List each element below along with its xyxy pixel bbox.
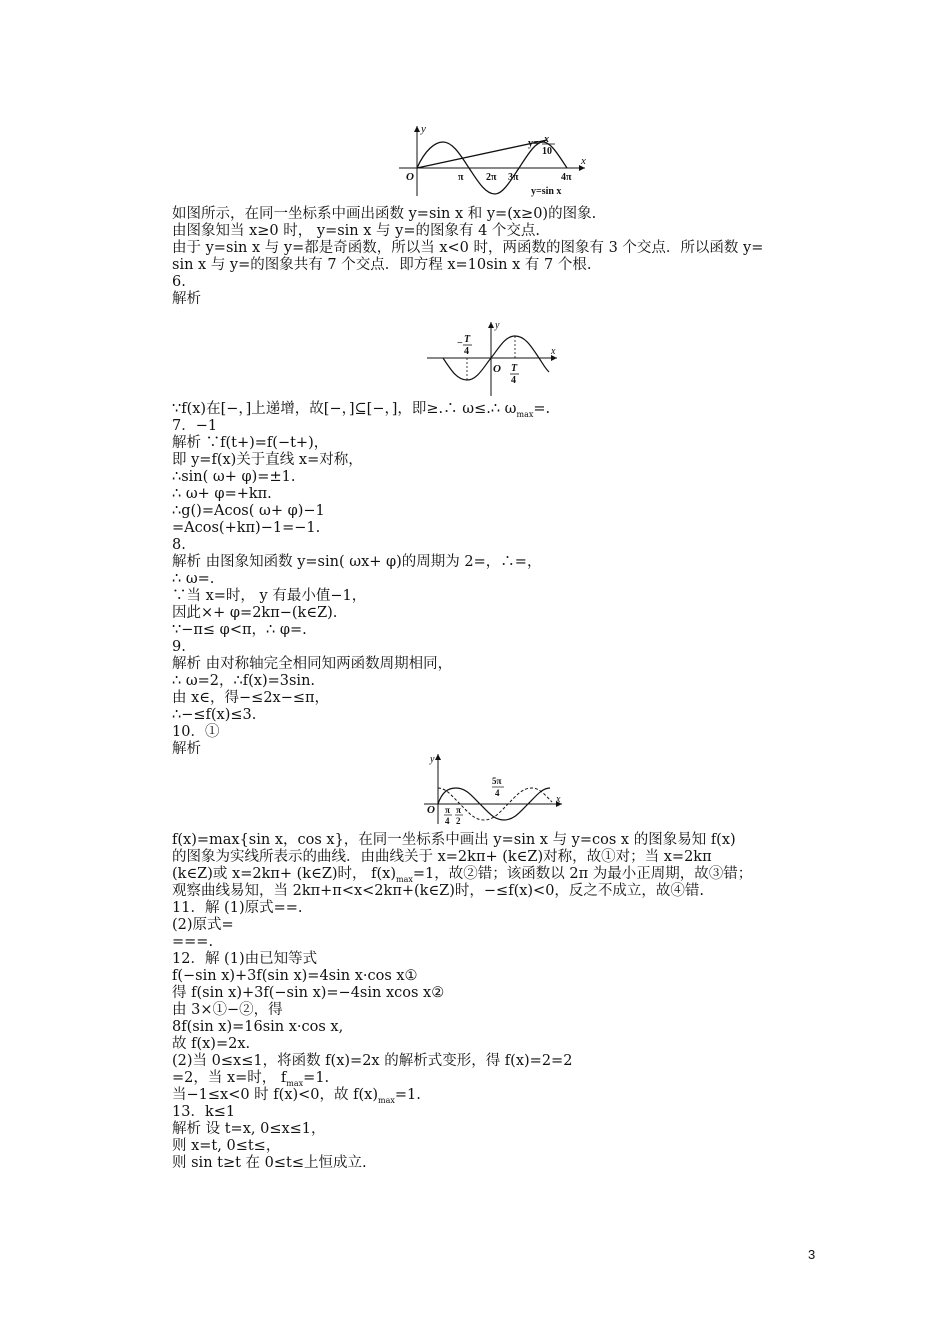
subscript: max xyxy=(516,409,534,419)
line-main: (k∈Z)或 x=2kπ+ (k∈Z)时， f(x) xyxy=(172,866,397,882)
text-line: ∵−π≤ φ<π，∴ φ=. xyxy=(172,622,307,638)
text-line: ∴ ω=2，∴f(x)=3sin. xyxy=(172,673,316,689)
text-line: ===. xyxy=(172,934,214,950)
subscript: max xyxy=(378,1095,395,1105)
y-axis-label: y xyxy=(495,320,500,331)
text-line: 解析 由图象知函数 y=sin( ωx+ φ)的周期为 2=，∴=， xyxy=(172,554,542,570)
text-line: 故 f(x)=2x. xyxy=(172,1036,251,1052)
line-main: 当−1≤x<0 时 f(x)<0，故 f(x) xyxy=(172,1087,378,1103)
y-axis-label: y xyxy=(430,754,435,765)
tick-pi2-den: 2 xyxy=(456,816,461,826)
text-line: 即 y=f(x)关于直线 x=对称， xyxy=(172,452,363,468)
text-line: ∴g()=Acos( ω+ φ)−1 xyxy=(172,503,325,519)
x-axis-label: x xyxy=(581,155,586,167)
text-line: 6. xyxy=(172,274,186,290)
line-tail: =. xyxy=(533,401,551,417)
text-line: 得 f(sin x)+3f(−sin x)=−4sin xcos x② xyxy=(172,985,445,1001)
y-axis-label: y xyxy=(421,123,426,135)
tick-4pi: 4π xyxy=(561,172,572,183)
tick-pi4-num: π xyxy=(445,805,450,815)
text-line: 观察曲线易知，当 2kπ+π<x<2kπ+(k∈Z)时，−≤f(x)<0，反之不成立，故④错. xyxy=(172,883,705,899)
text-line: 8. xyxy=(172,537,186,553)
line-frac-den: 10 xyxy=(542,146,552,157)
figure-sine-period xyxy=(425,318,565,398)
text-line: 的图象为实线所表示的曲线．由曲线关于 x=2kπ+ (k∈Z)对称，故①对；当 x=2kπ xyxy=(172,849,712,865)
text-line: 7．−1 xyxy=(172,418,218,434)
neg-t-num: T xyxy=(464,334,471,345)
text-line: 12．解 (1)由已知等式 xyxy=(172,951,318,967)
line-main: ∵f(x)在[−，]上递增，故[−，]⊆[−，]，即≥.∴ ω≤.∴ ω xyxy=(172,401,517,417)
text-line: 解析 设 t=x, 0≤x≤1， xyxy=(172,1121,326,1137)
text-line: (2)原式= xyxy=(172,917,234,933)
tick-pi: π xyxy=(458,172,464,183)
tick-3pi: 3π xyxy=(508,172,519,183)
sin-label: y=sin x xyxy=(531,186,562,197)
tick-2pi: 2π xyxy=(486,172,497,183)
origin-label: O xyxy=(406,171,414,183)
text-line: (2)当 0≤x≤1，将函数 f(x)=2x 的解析式变形，得 f(x)=2=2 xyxy=(172,1053,573,1069)
text-line: 8f(sin x)=16sin x·cos x, xyxy=(172,1019,344,1035)
subscript: max xyxy=(286,1078,304,1088)
subscript: max xyxy=(396,874,413,884)
figure-sin-and-line xyxy=(395,120,595,200)
text-line: ∴ ω=. xyxy=(172,571,215,587)
text-line: f(x)=max{sin x，cos x}，在同一坐标系中画出 y=sin x 与 y=cos x 的图象易知 f(x) xyxy=(172,832,736,848)
text-line: 因此×+ φ=2kπ−(k∈Z). xyxy=(172,605,338,621)
tick-5pi4-num: 5π xyxy=(492,776,502,786)
text-line: sin x 与 y=的图象共有 7 个交点．即方程 x=10sin x 有 7 个根. xyxy=(172,257,592,273)
text-line: =Acos(+kπ)−1=−1. xyxy=(172,520,321,536)
line-label: y= xyxy=(528,138,539,149)
t-num: T xyxy=(511,363,518,374)
line-main: =2，当 x=时， f xyxy=(172,1070,287,1086)
text-line: ∴−≤f(x)≤3. xyxy=(172,707,257,723)
text-line: 11．解 (1)原式==. xyxy=(172,900,303,916)
line-tail: =1，故②错；该函数以 2π 为最小正周期，故③错； xyxy=(412,866,753,882)
text-line: 解析 xyxy=(172,291,201,307)
text-line: 解析 由对称轴完全相同知两函数周期相同， xyxy=(172,656,453,672)
text-line: 则 sin t≥t 在 0≤t≤上恒成立. xyxy=(172,1155,367,1171)
neg-sign: − xyxy=(457,338,463,349)
line-tail: =1. xyxy=(303,1070,330,1086)
tick-pi4-den: 4 xyxy=(445,816,450,826)
line-tail: =1. xyxy=(394,1087,421,1103)
x-axis-label: x xyxy=(556,794,561,805)
neg-t-den: 4 xyxy=(464,346,469,357)
text-line: 解析 ∵f(t+)=f(−t+)， xyxy=(172,435,329,451)
tick-pi2-num: π xyxy=(456,805,461,815)
text-line: ∴ ω+ φ=+kπ. xyxy=(172,486,272,502)
text-line: ∵当 x=时， y 有最小值−1， xyxy=(172,588,367,604)
text-line: 13．k≤1 xyxy=(172,1104,236,1120)
origin-label: O xyxy=(427,804,435,816)
text-line: 如图所示，在同一坐标系中画出函数 y=sin x 和 y=(x≥0)的图象. xyxy=(172,206,597,222)
text-line: 10．① xyxy=(172,724,220,740)
text-line: f(−sin x)+3f(sin x)=4sin x·cos x① xyxy=(172,968,418,984)
text-line: 则 x=t, 0≤t≤， xyxy=(172,1138,281,1154)
origin-label: O xyxy=(493,363,501,375)
text-line: 由 3×①−②，得 xyxy=(172,1002,283,1018)
text-line xyxy=(172,401,550,423)
t-den: 4 xyxy=(511,375,516,386)
text-line: 解析 xyxy=(172,741,201,757)
text-line: 9. xyxy=(172,639,186,655)
figure-sin-cos xyxy=(420,750,570,826)
text-line: ∴sin( ω+ φ)=±1. xyxy=(172,469,296,485)
page-number: 3 xyxy=(808,1247,816,1262)
text-line: 由 x∈，得−≤2x−≤π， xyxy=(172,690,330,706)
text-line: 由于 y=sin x 与 y=都是奇函数，所以当 x<0 时，两函数的图象有 3 个交点．所以函数 y= xyxy=(172,240,764,256)
text-line: 由图象知当 x≥0 时， y=sin x 与 y=的图象有 4 个交点. xyxy=(172,223,541,239)
x-axis-label: x xyxy=(551,346,556,357)
tick-5pi4-den: 4 xyxy=(495,788,500,798)
line-frac-num: x xyxy=(544,134,549,145)
